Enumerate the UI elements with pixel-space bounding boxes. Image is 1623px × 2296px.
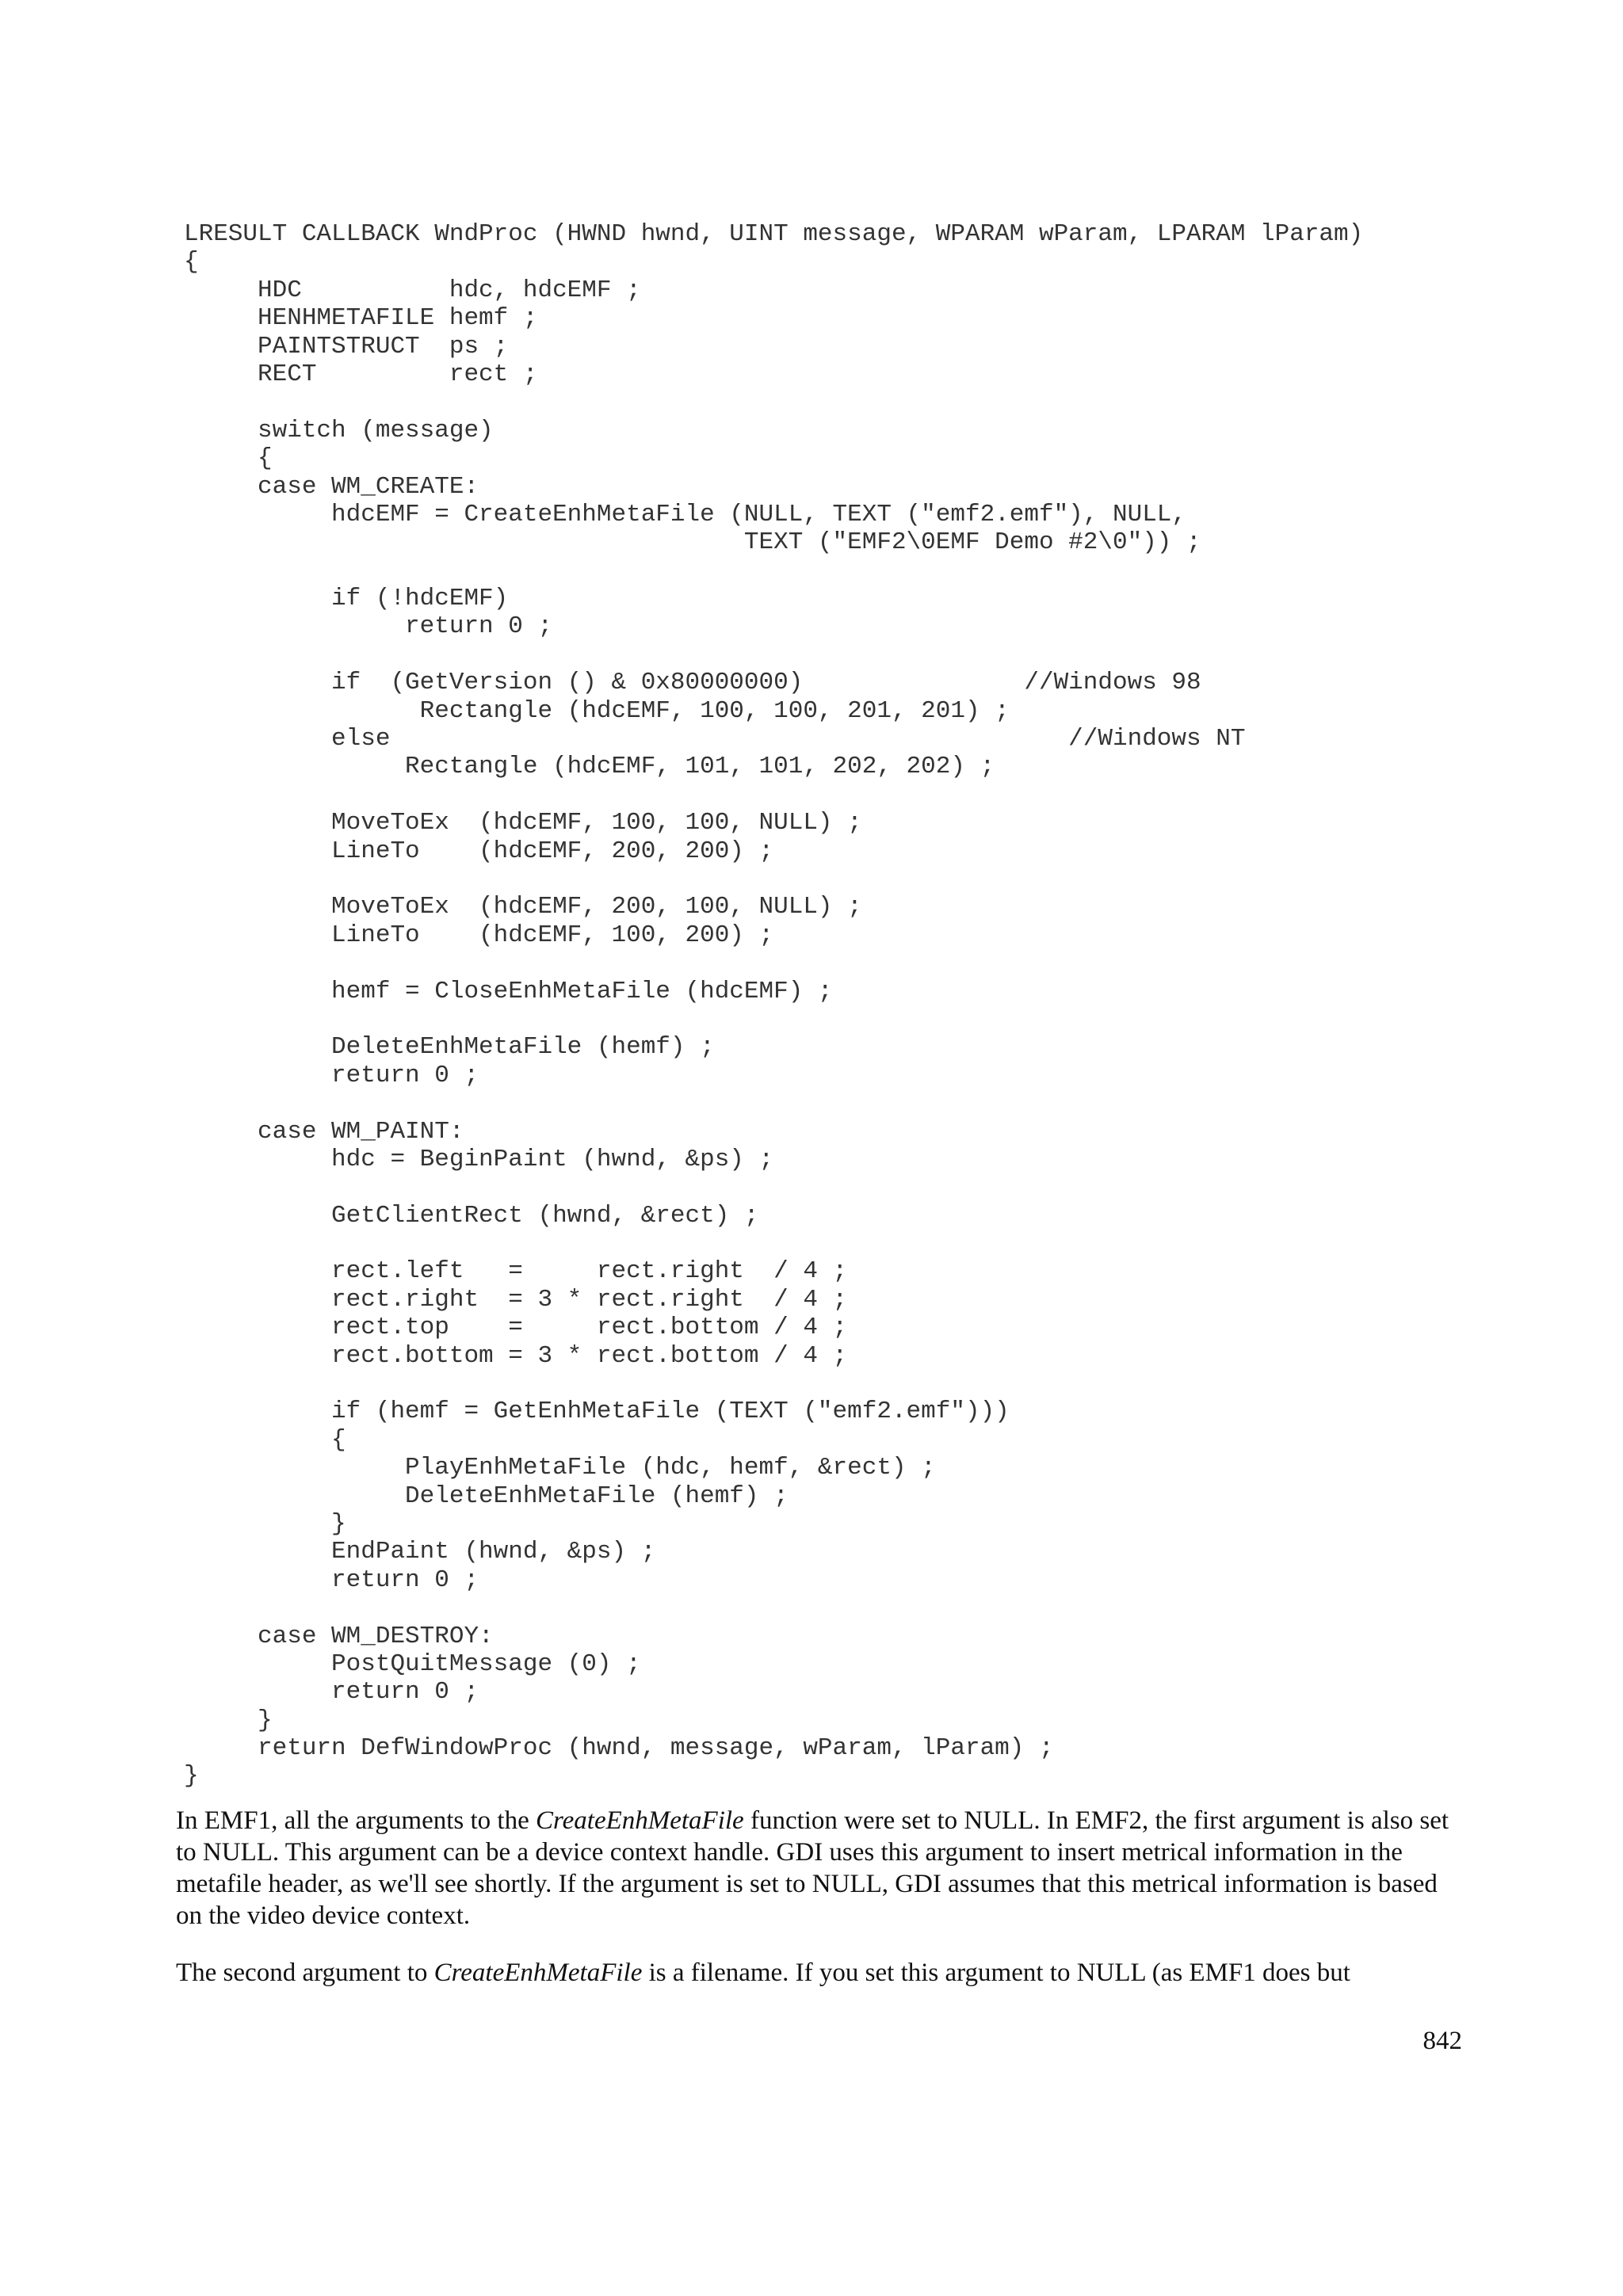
code-line: HDC hdc, hdcEMF ;: [184, 276, 641, 304]
code-line: Rectangle (hdcEMF, 100, 100, 201, 201) ;: [184, 696, 1010, 725]
code-line: if (hemf = GetEnhMetaFile (TEXT ("emf2.emf"))): [184, 1398, 1010, 1426]
function-name-italic: CreateEnhMetaFile: [433, 1958, 643, 1987]
code-line: MoveToEx (hdcEMF, 100, 100, NULL) ;: [184, 809, 862, 837]
code-line: return 0 ;: [184, 1061, 479, 1089]
code-line: {: [184, 1425, 346, 1454]
code-line: [184, 388, 1363, 416]
code-line: [184, 865, 1363, 893]
paragraph-second-argument: [176, 1957, 1460, 1989]
code-line: MoveToEx (hdcEMF, 200, 100, NULL) ;: [184, 893, 862, 921]
code-line: PostQuitMessage (0) ;: [184, 1650, 641, 1678]
code-line: [184, 1005, 1363, 1033]
paragraph-text: The second argument to: [176, 1958, 434, 1987]
code-line: hemf = CloseEnhMetaFile (hdcEMF) ;: [184, 977, 833, 1005]
code-line: Rectangle (hdcEMF, 101, 101, 202, 202) ;: [184, 753, 995, 781]
code-line: if (GetVersion () & 0x80000000) //Windows 98: [184, 669, 1201, 697]
code-listing: [184, 220, 1363, 1791]
code-line: PlayEnhMetaFile (hdc, hemf, &rect) ;: [184, 1454, 936, 1482]
code-line: [184, 781, 1363, 809]
code-line: LineTo (hdcEMF, 100, 200) ;: [184, 921, 774, 949]
code-line: return 0 ;: [184, 612, 553, 641]
paragraph-text: function were set to NULL. In EMF2, the first argument is also set to NULL. This argument can be a device context handle. GDI uses this argument to insert metrical information in the metafile header, as we'll see shortly. If the argument is set to NULL, GDI assumes that this metrical information is based on the video device context.: [176, 1806, 1449, 1930]
code-line: [184, 1089, 1363, 1117]
code-line: return 0 ;: [184, 1678, 479, 1707]
code-line: case WM_PAINT:: [184, 1117, 464, 1146]
code-line: DeleteEnhMetaFile (hemf) ;: [184, 1482, 789, 1510]
code-line: LRESULT CALLBACK WndProc (HWND hwnd, UINT message, WPARAM wParam, LPARAM lParam): [184, 220, 1364, 248]
code-line: return 0 ;: [184, 1566, 479, 1594]
code-line: hdc = BeginPaint (hwnd, &ps) ;: [184, 1145, 774, 1173]
paragraph-text: In EMF1, all the arguments to the: [176, 1806, 536, 1835]
paragraph-text: is a filename. If you set this argument to NULL (as EMF1 does but: [642, 1958, 1350, 1987]
code-line: [184, 1230, 1363, 1257]
code-line: {: [184, 444, 273, 473]
page-number: 842: [1423, 2027, 1462, 2055]
code-line: [184, 1370, 1363, 1398]
code-line: DeleteEnhMetaFile (hemf) ;: [184, 1033, 715, 1062]
code-line: HENHMETAFILE hemf ;: [184, 304, 538, 333]
code-line: if (!hdcEMF): [184, 585, 509, 613]
code-line: }: [184, 1762, 199, 1791]
code-line: [184, 557, 1363, 585]
code-line: [184, 1594, 1363, 1622]
code-line: switch (message): [184, 416, 494, 444]
code-line: GetClientRect (hwnd, &rect) ;: [184, 1201, 759, 1230]
code-line: {: [184, 248, 199, 277]
code-line: TEXT ("EMF2\0EMF Demo #2\0")) ;: [184, 528, 1201, 557]
code-line: }: [184, 1706, 273, 1734]
code-line: case WM_CREATE:: [184, 472, 479, 501]
code-line: rect.bottom = 3 * rect.bottom / 4 ;: [184, 1341, 848, 1370]
code-line: else //Windows NT: [184, 725, 1246, 753]
code-line: PAINTSTRUCT ps ;: [184, 332, 509, 360]
code-line: rect.right = 3 * rect.right / 4 ;: [184, 1285, 848, 1314]
code-line: case WM_DESTROY:: [184, 1622, 494, 1650]
code-line: LineTo (hdcEMF, 200, 200) ;: [184, 837, 774, 865]
code-line: hdcEMF = CreateEnhMetaFile (NULL, TEXT ("emf2.emf"), NULL,: [184, 500, 1187, 528]
code-line: EndPaint (hwnd, &ps) ;: [184, 1538, 656, 1566]
code-line: rect.left = rect.right / 4 ;: [184, 1257, 848, 1286]
code-line: }: [184, 1509, 346, 1538]
code-line: RECT rect ;: [184, 360, 538, 388]
paragraph-emf1-arguments: [176, 1805, 1460, 1932]
function-name-italic: CreateEnhMetaFile: [536, 1806, 744, 1835]
code-line: [184, 641, 1363, 669]
code-line: [184, 1173, 1363, 1201]
code-line: rect.top = rect.bottom / 4 ;: [184, 1314, 848, 1342]
code-line: [184, 949, 1363, 977]
code-line: return DefWindowProc (hwnd, message, wParam, lParam) ;: [184, 1734, 1054, 1763]
